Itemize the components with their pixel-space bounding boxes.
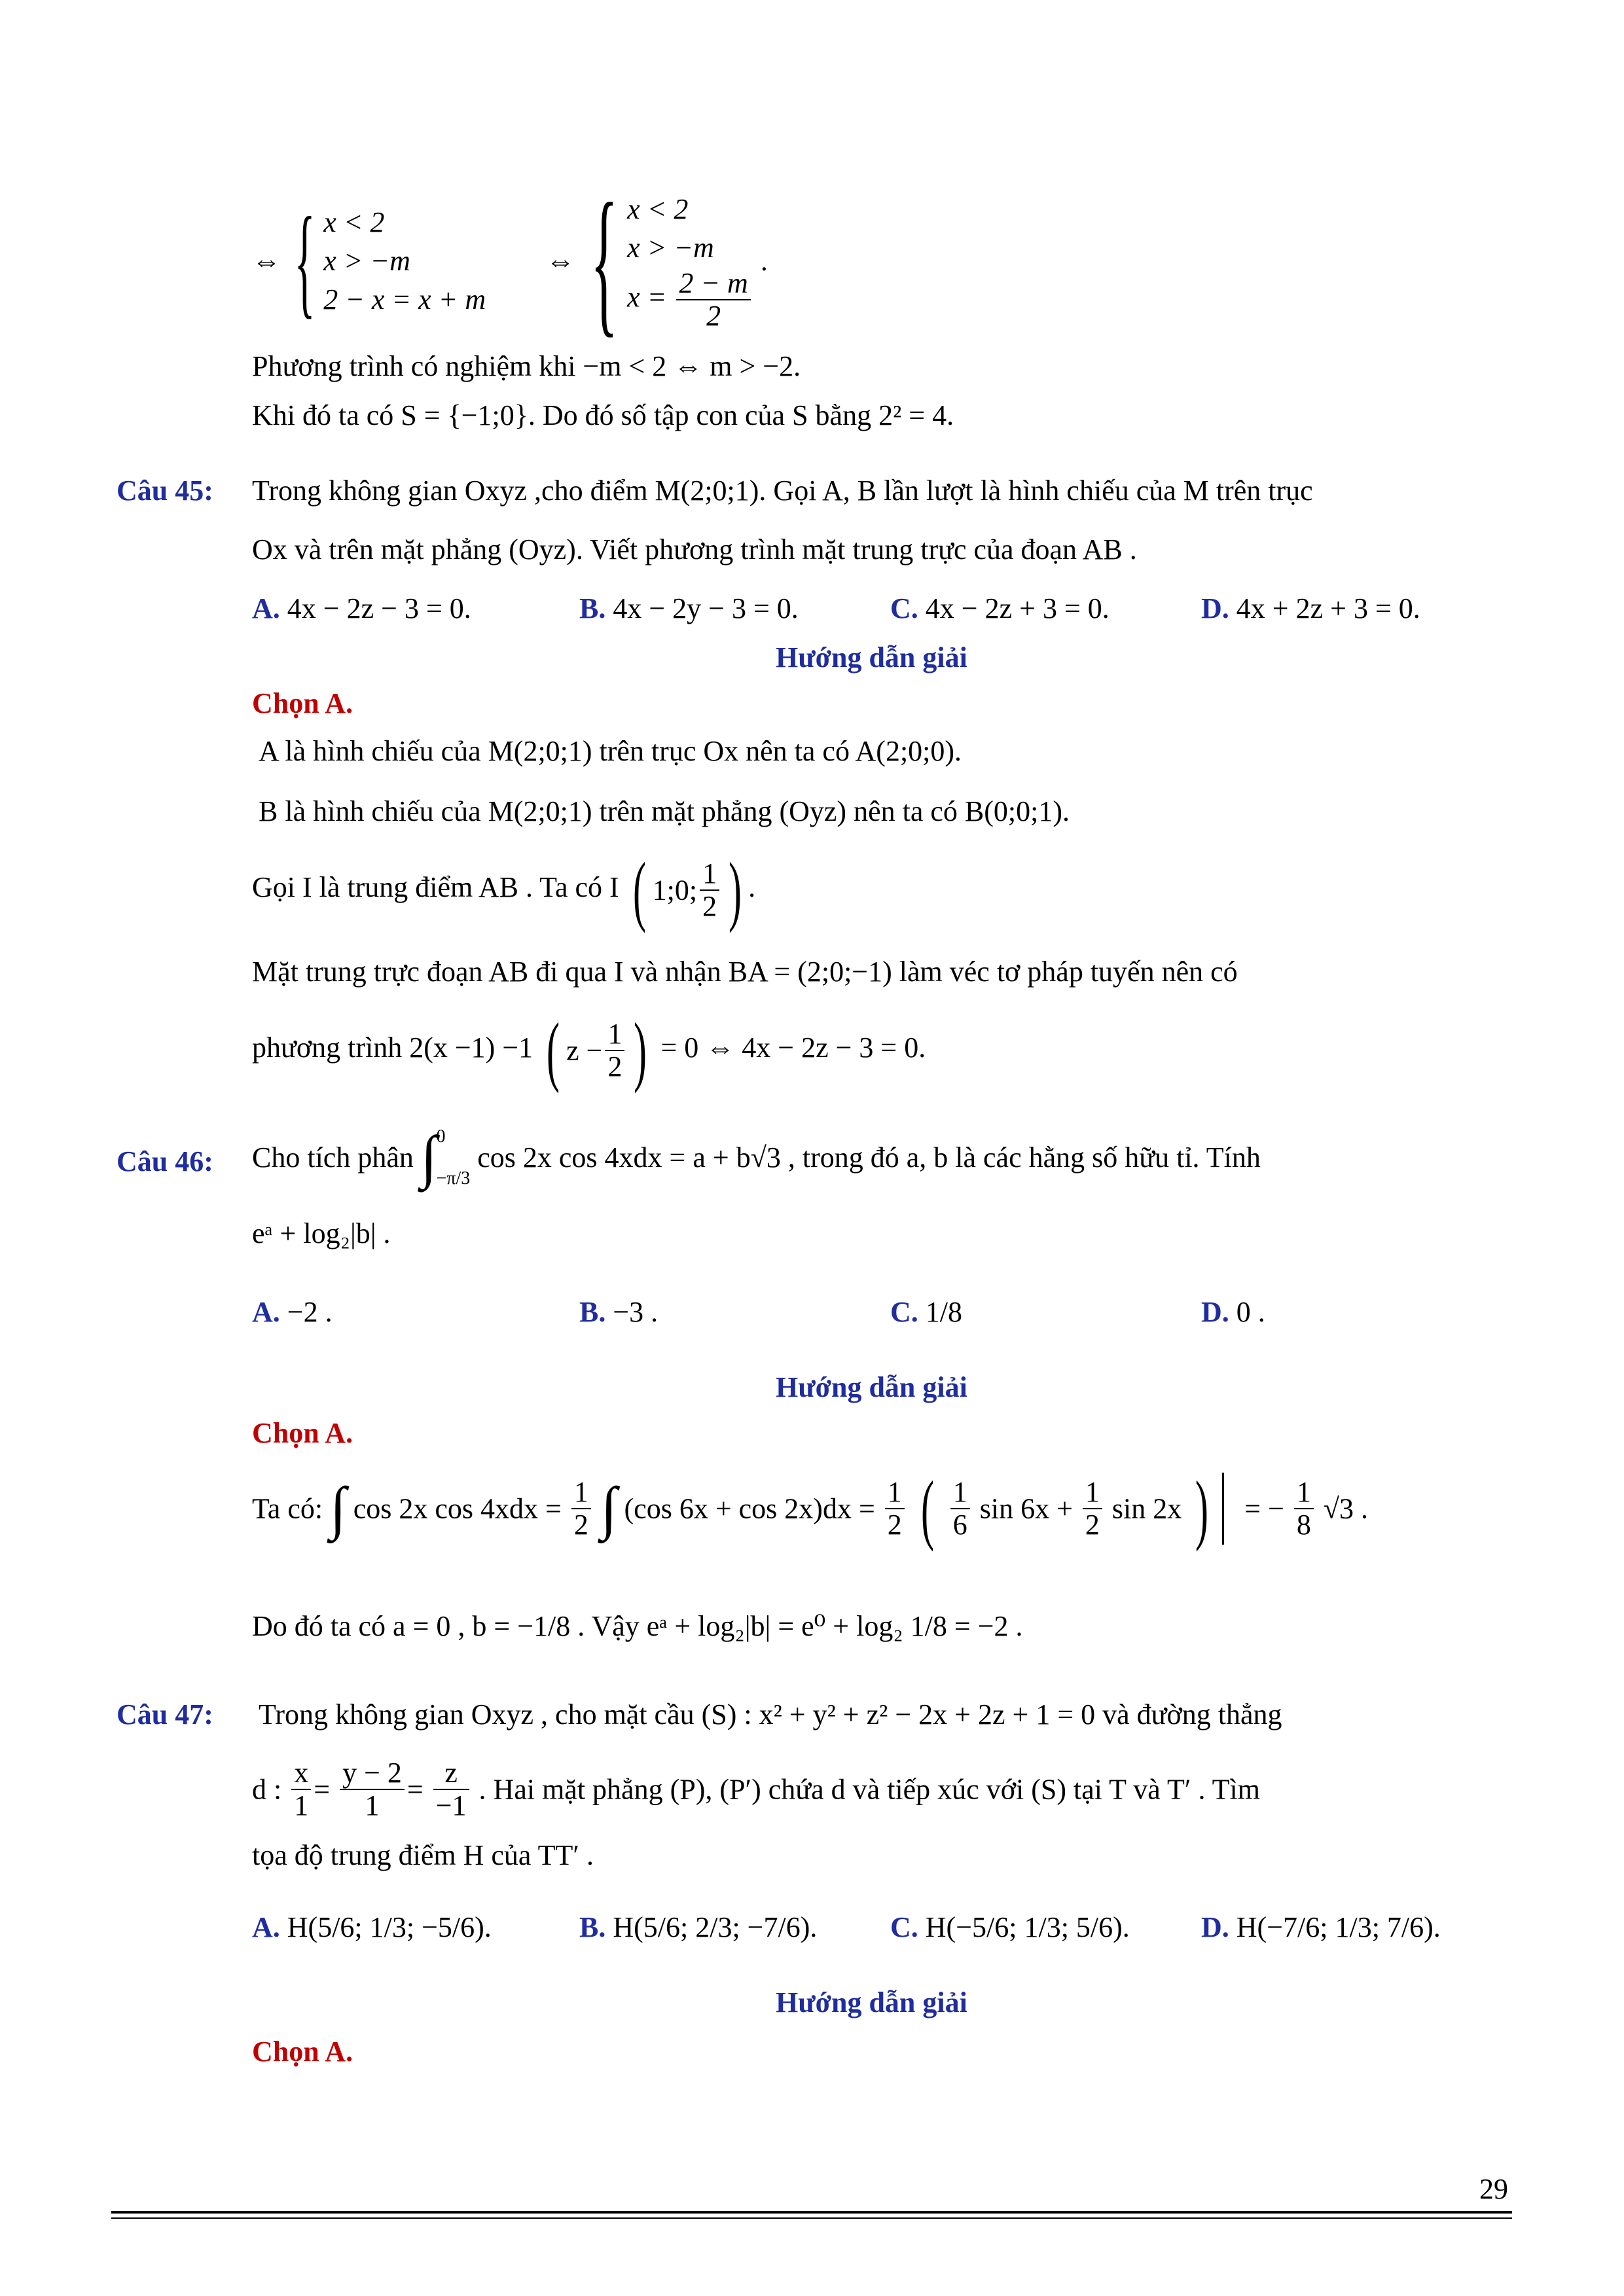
q45-option-b: B. 4x − 2y − 3 = 0. — [579, 592, 799, 624]
q46-option-b: B. −3 . — [579, 1296, 659, 1328]
q47-text-3: tọa độ trung điểm H của TT′ . — [252, 1839, 594, 1871]
page-number: 29 — [1479, 2173, 1508, 2205]
q45-sol-3: Gọi I là trung điểm AB . Ta có I ( 1;0; $\frac{1}{2}$ ) . — [252, 846, 756, 933]
footer-rule-thin — [111, 2217, 1512, 2219]
equiv-arrow-2: ⇔ — [546, 245, 575, 278]
equiv-arrow-1: ⇔ — [252, 245, 281, 278]
q46-label: Câu 46: — [117, 1145, 213, 1177]
q45-guide-heading: Hướng dẫn giải — [776, 641, 967, 673]
q45-choice: Chọn A. — [252, 687, 353, 719]
q47-text-1: Trong không gian Oxyz , cho mặt cầu (S) : x² + y² + z² − 2x + 2z + 1 = 0 và đường thẳng — [259, 1698, 1282, 1731]
q47-option-b: B. H(5/6; 2/3; −7/6). — [579, 1911, 818, 1943]
q45-option-d: D. 4x + 2z + 3 = 0. — [1201, 592, 1420, 624]
q47-option-d: D. H(−7/6; 1/3; 7/6). — [1201, 1911, 1441, 1943]
q46-choice: Chọn A. — [252, 1417, 353, 1449]
q47-text-2: d : $\frac{x}{1}$ = $\frac{y - 2}{1}$ = $\frac{z}{-1}$ . Hai mặt phẳng (P), (P′) chứa d và tiếp xúc với (S) tại T và T′ . Tìm — [252, 1757, 1261, 1822]
q47-choice: Chọn A. — [252, 2036, 353, 2068]
prev-line-1: Phương trình có nghiệm khi −m < 2 ⇔ m > −2. — [252, 350, 801, 382]
system-right: x < 2 x > −m x = $\frac{2 - m}{2}$ — [627, 190, 753, 332]
q46-option-d: D. 0 . — [1201, 1296, 1265, 1328]
system-left: x < 2 x > −m 2 − x = x + m — [323, 206, 486, 316]
q45-sol-4: Mặt trung trực đoạn AB đi qua I và nhận BA = (2;0;−1) làm véc tơ pháp tuyến nên có — [252, 956, 1238, 988]
q45-sol-5: phương trình 2(x −1) −1 ( z − $\frac{1}{2}$ ) = 0 ⇔ 4x − 2z − 3 = 0. — [252, 1007, 926, 1094]
q45-text-2: Ox và trên mặt phẳng (Oyz). Viết phương trình mặt trung trực của đoạn AB . — [252, 533, 1137, 565]
q47-guide-heading: Hướng dẫn giải — [776, 1986, 967, 2018]
q45-sol-1: A là hình chiếu của M(2;0;1) trên trục Ox nên ta có A(2;0;0). — [259, 735, 962, 767]
q46-option-c: C. 1/8 — [890, 1296, 963, 1328]
q45-text-1: Trong không gian Oxyz ,cho điểm M(2;0;1). Gọi A, B lần lượt là hình chiếu của M trên trục — [252, 475, 1313, 507]
q45-sol-2: B là hình chiếu của M(2;0;1) trên mặt phẳng (Oyz) nên ta có B(0;0;1). — [259, 795, 1070, 827]
q47-label: Câu 47: — [117, 1698, 213, 1731]
integral-sign: ∫ — [420, 1124, 437, 1190]
q46-sol-2: Do đó ta có a = 0 , b = −1/8 . Vậy eᵃ + log₂|b| = e⁰ + log₂ 1/8 = −2 . — [252, 1610, 1023, 1642]
q46-text-2: eᵃ + log₂|b| . — [252, 1217, 391, 1249]
q46-guide-heading: Hướng dẫn giải — [776, 1371, 967, 1403]
q47-option-a: A. H(5/6; 1/3; −5/6). — [252, 1911, 492, 1943]
q45-option-a: A. 4x − 2z − 3 = 0. — [252, 592, 471, 624]
prev-line-2: Khi đó ta có S = {−1;0}. Do đó số tập con của S bằng 2² = 4. — [252, 399, 954, 431]
q45-label: Câu 45: — [117, 475, 213, 507]
footer-rule-thick — [111, 2211, 1512, 2214]
q47-option-c: C. H(−5/6; 1/3; 5/6). — [890, 1911, 1130, 1943]
prev-system: ⇔ { x < 2 x > −m 2 − x = x + m ⇔ { x < 2 x > −m x = $\frac{2 - m}{2}$ . — [252, 170, 768, 351]
q45-option-c: C. 4x − 2z + 3 = 0. — [890, 592, 1110, 624]
q46-option-a: A. −2 . — [252, 1296, 333, 1328]
q46-sol-1: Ta có: ∫ cos 2x cos 4xdx = $\frac{1}{2}$ ∫ (cos 6x + cos 2x)dx = $\frac{1}{2}$ ( $\frac{1}{6}$ sin 6x + $\frac{1}{2}$ sin 2x ) = − $\frac{1}{8}$ √3 . — [252, 1465, 1369, 1552]
q46-text-1: Cho tích phân ∫ 0 −π/3 cos 2x cos 4xdx = a + b√3 , trong đó a, b là các hằng số hữu tỉ. Tính — [252, 1124, 1261, 1190]
